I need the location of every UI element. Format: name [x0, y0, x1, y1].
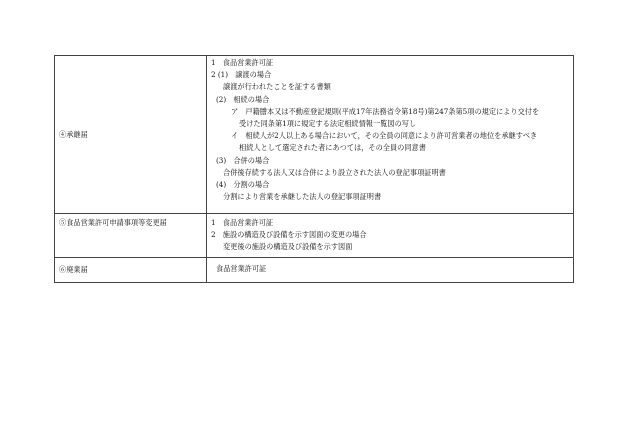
- document-line: 1 食品営業許可証: [211, 218, 274, 227]
- required-documents-table: [54, 55, 574, 283]
- document-line: 分割により営業を承継した法人の登記事項証明書: [223, 192, 382, 202]
- table-row: [55, 258, 574, 283]
- notification-type-cell: [55, 56, 207, 214]
- required-documents-cell: [207, 258, 574, 283]
- table-row: [55, 214, 574, 258]
- required-documents-cell: [207, 214, 574, 258]
- document-line: 相続人として選定された者にあつては，その全員の同意書: [239, 143, 426, 153]
- notification-type-label: ⑥廃業届: [59, 265, 88, 274]
- document-line: 2 (1) 譲渡の場合: [211, 70, 272, 80]
- document-line: 受けた同条第1項に規定する法定相続情報一覧図の写し: [239, 118, 417, 128]
- document-line: (4) 分割の場合: [216, 179, 270, 189]
- notification-type-label: ⑤食品営業許可申請事項等変更届: [59, 218, 167, 227]
- document-line: 1 食品営業許可証: [211, 58, 274, 67]
- document-line: 2 施設の構造及び設備を示す図面の変更の場合: [211, 230, 367, 240]
- document-line: 食品営業許可証: [216, 263, 267, 273]
- notification-type-label: ④承継届: [59, 129, 88, 139]
- document-line: (2) 相続の場合: [216, 94, 270, 104]
- document-line: (3) 合併の場合: [216, 155, 270, 165]
- document-line: 譲渡が行われたことを証する書類: [223, 82, 331, 92]
- notification-type-cell: [55, 258, 207, 283]
- document-line: 変更後の施設の構造及び設備を示す図面: [223, 242, 353, 252]
- required-documents-cell: [207, 56, 574, 214]
- document-line: ア 戸籍謄本又は不動産登記規則(平成17年法務省令第18号)第247条第5項の規定により交付を: [231, 106, 540, 116]
- document-line: イ 相続人が2人以上ある場合において，その全員の同意により許可営業者の地位を承継すべき: [231, 131, 538, 141]
- table-row: [55, 56, 574, 214]
- document-line: 合併後存続する法人又は合併により設立された法人の登記事項証明書: [223, 167, 446, 177]
- notification-type-cell: [55, 214, 207, 258]
